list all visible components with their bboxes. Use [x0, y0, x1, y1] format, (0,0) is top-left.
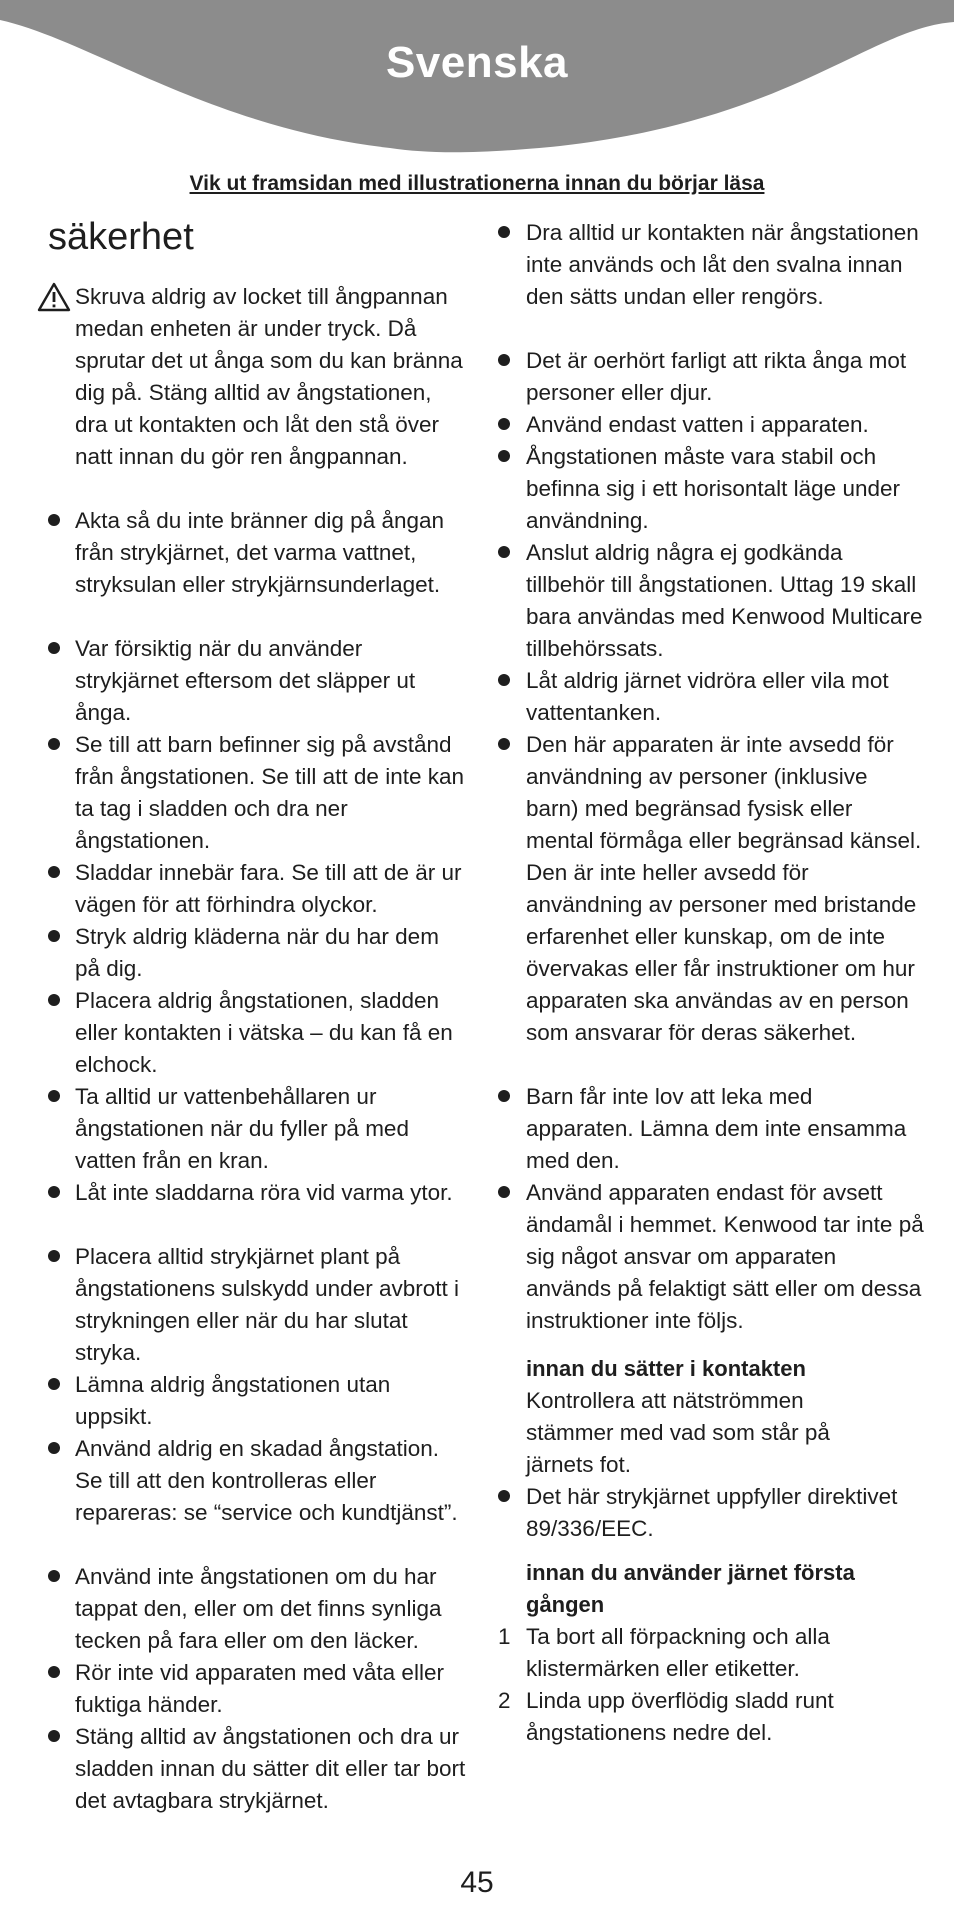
- list-item: Placera aldrig ångstationen, sladden eller kontakten i vätska – du kan få en elchock.: [75, 988, 453, 1077]
- bullet-icon: [498, 450, 510, 462]
- bullet-icon: [498, 418, 510, 430]
- fold-out-instruction: Vik ut framsidan med illustrationerna innan du börjar läsa: [189, 172, 765, 195]
- bullet-icon: [48, 514, 60, 526]
- bullet-icon: [498, 354, 510, 366]
- list-item: Akta så du inte bränner dig på ångan från strykjärnet, det varma vattnet, stryksulan eller strykjärnsunderlaget.: [75, 508, 445, 597]
- first-use-heading: innan du använder järnet första gången: [526, 1560, 855, 1617]
- list-item: Skruva aldrig av locket till ångpannan medan enheten är under tryck. Då sprutar det ut ånga som du kan bränna dig på. Stäng alltid av ångstationen, dra ut kontakten och låt den stå över natt innan du gör ren ångpannan.: [75, 284, 463, 469]
- list-item: Använd apparaten endast för avsett ändamål i hemmet. Kenwood tar inte på sig något ansvar om apparaten används på felaktigt sätt eller om dessa instruktioner inte följs.: [526, 1180, 924, 1333]
- list-item: Se till att barn befinner sig på avstånd från ångstationen. Se till att de inte kan ta tag i sladden och dra ner ångstationen.: [75, 732, 465, 853]
- bullet-icon: [48, 1250, 60, 1262]
- list-item: Sladdar innebär fara. Se till att de är ur vägen för att förhindra olyckor.: [75, 860, 462, 917]
- step-number: 2: [498, 1688, 511, 1713]
- section-title: säkerhet: [48, 216, 194, 258]
- page-number: 45: [460, 1866, 494, 1899]
- list-item: Det är oerhört farligt att rikta ånga mot personer eller djur.: [526, 348, 907, 405]
- bullet-icon: [48, 866, 60, 878]
- list-item: Lämna aldrig ångstationen utan uppsikt.: [75, 1372, 391, 1429]
- list-item: Den här apparaten är inte avsedd för användning av personer (inklusive barn) med begränsad fysisk eller mental förmåga eller begränsad känsel. Den är inte heller avsedd för användning av personer med bristande erfarenhet eller kunskap, om de inte övervakas eller får instruktioner om hur apparaten ska användas av en person som ansvarar för deras säkerhet.: [526, 732, 922, 1045]
- bullet-icon: [48, 1090, 60, 1102]
- bullet-icon: [48, 642, 60, 654]
- list-item: Ta alltid ur vattenbehållaren ur ångstationen när du fyller på med vatten från en kran.: [75, 1084, 409, 1173]
- bullet-icon: [48, 1730, 60, 1742]
- bullet-icon: [498, 1186, 510, 1198]
- bullet-icon: [48, 1442, 60, 1454]
- list-item: Barn får inte lov att leka med apparaten. Lämna dem inte ensamma med den.: [526, 1084, 907, 1173]
- list-item: Använd aldrig en skadad ångstation. Se till att den kontrolleras eller repareras: se “service och kundtjänst”.: [75, 1436, 458, 1525]
- bullet-icon: [48, 1666, 60, 1678]
- bullet-icon: [498, 546, 510, 558]
- list-item: Stryk aldrig kläderna när du har dem på dig.: [75, 924, 439, 981]
- step-number: 1: [498, 1624, 511, 1649]
- step-text: Linda upp överflödig sladd runt ångstationens nedre del.: [526, 1688, 834, 1745]
- bullet-icon: [498, 1090, 510, 1102]
- list-item: Dra alltid ur kontakten när ångstationen inte används och låt den svalna innan den sätts undan eller rengörs.: [526, 220, 919, 309]
- bullet-icon: [498, 1490, 510, 1502]
- bullet-icon: [498, 226, 510, 238]
- list-item: Stäng alltid av ångstationen och dra ur sladden innan du sätter dit eller tar bort det avtagbara strykjärnet.: [75, 1724, 466, 1813]
- language-title: Svenska: [385, 38, 569, 87]
- list-item: Låt aldrig järnet vidröra eller vila mot vattentanken.: [526, 668, 889, 725]
- bullet-icon: [48, 738, 60, 750]
- before-plug-in-text: Kontrollera att nätströmmen stämmer med vad som står på järnets fot.: [526, 1388, 830, 1477]
- bullet-icon: [498, 738, 510, 750]
- list-item: Var försiktig när du använder strykjärnet eftersom det släpper ut ånga.: [75, 636, 416, 725]
- bullet-icon: [498, 674, 510, 686]
- list-item: Använd inte ångstationen om du har tappat den, eller om det finns synliga tecken på fara eller om den läcker.: [75, 1564, 442, 1653]
- list-item: Använd endast vatten i apparaten.: [526, 412, 869, 437]
- list-item: Anslut aldrig några ej godkända tillbehör till ångstationen. Uttag 19 skall bara användas med Kenwood Multicare tillbehörssats.: [526, 540, 923, 661]
- bullet-icon: [48, 1378, 60, 1390]
- list-item: Låt inte sladdarna röra vid varma ytor.: [75, 1180, 453, 1205]
- step-text: Ta bort all förpackning och alla klistermärken eller etiketter.: [526, 1624, 830, 1681]
- list-item: Det här strykjärnet uppfyller direktivet 89/336/EEC.: [526, 1484, 898, 1541]
- warning-icon: [37, 282, 71, 312]
- bullet-icon: [48, 994, 60, 1006]
- list-item: Rör inte vid apparaten med våta eller fuktiga händer.: [75, 1660, 444, 1717]
- bullet-icon: [48, 1186, 60, 1198]
- bullet-icon: [48, 930, 60, 942]
- bullet-icon: [48, 1570, 60, 1582]
- before-plug-in-heading: innan du sätter i kontakten: [526, 1356, 806, 1381]
- list-item: Placera alltid strykjärnet plant på ångstationens sulskydd under avbrott i strykningen eller när du har slutat stryka.: [75, 1244, 459, 1365]
- list-item: Ångstationen måste vara stabil och befinna sig i ett horisontalt läge under användning.: [526, 444, 900, 533]
